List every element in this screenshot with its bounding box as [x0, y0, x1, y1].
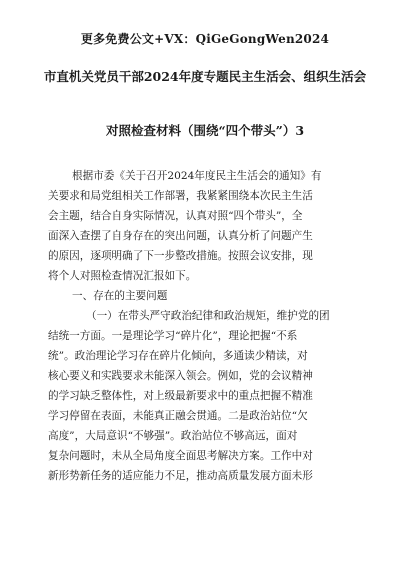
body-line: 学习停留在表面，未能真正融会贯通。二是政治站位“欠: [48, 410, 308, 422]
body-line: 面深入查摆了自身存在的突出问题，认真分析了问题产生: [48, 230, 313, 242]
body-line: （一）在带头严守政治纪律和政治规矩，维护党的团: [86, 310, 330, 322]
body-line: 将个人对照检查情况汇报如下。: [48, 270, 197, 282]
body-line: 的学习缺乏整体性，对上级最新要求中的重点把握不精准: [48, 390, 313, 402]
section-heading: 一、存在的主要问题: [72, 290, 168, 302]
body-line: 结统一方面。一是理论学习“碎片化”，理论把握“不系: [48, 330, 298, 342]
body-line: 的原因，逐项明确了下一步整改措施。按照会议安排，现: [48, 250, 313, 262]
body-line: 统”。政治理论学习存在碎片化倾向，多通读少精读，对: [48, 350, 308, 362]
body-line: 复杂问题时，未从全局角度全面思考解决方案。工作中对: [48, 450, 313, 462]
body-line: 关要求和局党组相关工作部署，我紧紧围绕本次民主生活: [48, 190, 313, 202]
body-line: 根据市委《关于召开2024年度民主生活会的通知》有: [72, 170, 322, 182]
document-title-line-2: 对照检查材料（围绕“四个带头”）3: [105, 123, 305, 138]
body-line: 会主题，结合自身实际情况，认真对照“四个带头”，全: [48, 210, 303, 222]
document-body: [48, 166, 366, 486]
promo-header: 更多免费公文+VX：QiGeGongWen2024: [80, 32, 330, 46]
body-line: 核心要义和实践要求未能深入领会。例如，党的会议精神: [48, 370, 313, 382]
body-line: 高度”，大局意识“不够强”。政治站位不够高远，面对: [48, 430, 298, 442]
body-line: 新形势新任务的适应能力不足，推动高质量发展方面未形: [48, 470, 313, 482]
document-title-line-1: 市直机关党员干部2024年度专题民主生活会、组织生活会: [43, 69, 367, 84]
